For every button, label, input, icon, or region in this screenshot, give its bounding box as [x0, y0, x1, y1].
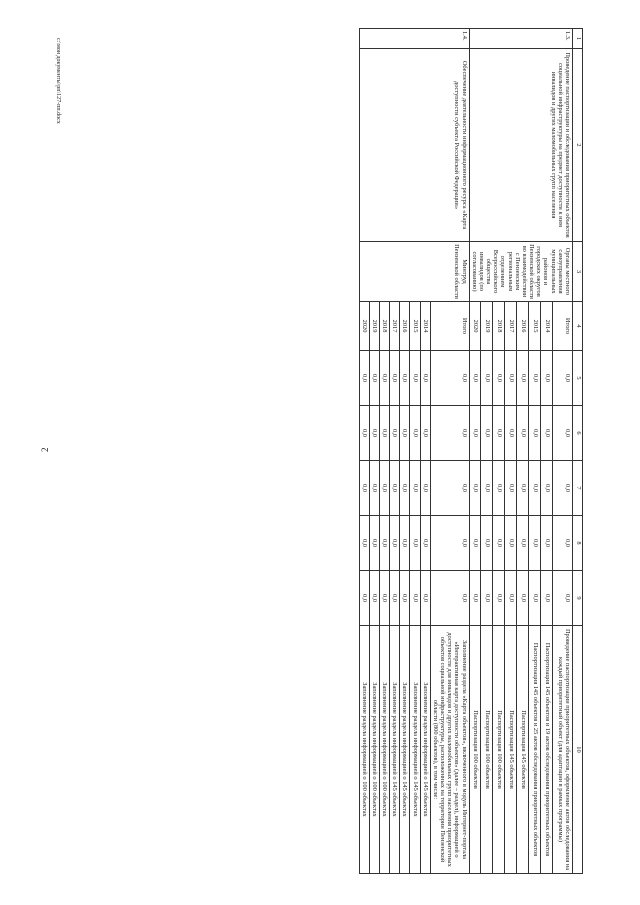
year-cell: 2017 [390, 302, 400, 351]
funding-value-cell: 0,0 [400, 406, 410, 461]
funding-value-cell: 0,0 [420, 516, 430, 571]
item-number-cell: 1.3. [469, 29, 572, 49]
funding-value-cell: 0,0 [552, 516, 572, 571]
funding-value-cell: 0,0 [400, 516, 410, 571]
funding-value-cell: 0,0 [540, 516, 552, 571]
expected-result-cell: Заполнение раздела «Карта объектов», включенного в модуль Интернет-портала «Интерактивная карта доступности объектов» (далее – раздел), информацией о доступности для инвалидов и других маломобильных групп населения приоритетных объектов социальной инфраструктуры, расположенных на территории Пензенской области (800 объектов), в том числе: [430, 626, 469, 874]
expected-result-cell: Заполнение раздела информацией о 145 объектах [420, 626, 430, 874]
funding-value-cell: 0,0 [410, 351, 420, 406]
expected-result-cell: Паспортизация 100 объектов [481, 626, 493, 874]
funding-value-cell: 0,0 [359, 516, 369, 571]
funding-value-cell: 0,0 [505, 351, 517, 406]
funding-value-cell: 0,0 [359, 351, 369, 406]
executor-cell: Органы местного самоуправления муниципальных районов и городских округов Пензенской области во взаимодействии с Пензенским региональным отделением Всероссийского общества инвалидов (по согласованию) [469, 242, 572, 302]
header-cell: 4 [573, 302, 583, 351]
funding-value-cell: 0,0 [379, 516, 389, 571]
funding-value-cell: 0,0 [540, 571, 552, 626]
funding-value-cell: 0,0 [390, 351, 400, 406]
funding-value-cell: 0,0 [493, 406, 505, 461]
funding-value-cell: 0,0 [529, 351, 541, 406]
file-path-footer: c:\мои документы\рп\127-пп.docx [55, 38, 61, 124]
funding-value-cell: 0,0 [400, 571, 410, 626]
funding-value-cell: 0,0 [369, 571, 379, 626]
header-cell: 7 [573, 461, 583, 516]
funding-value-cell: 0,0 [505, 406, 517, 461]
funding-value-cell: 0,0 [430, 461, 469, 516]
funding-value-cell: 0,0 [410, 406, 420, 461]
funding-value-cell: 0,0 [552, 461, 572, 516]
funding-value-cell: 0,0 [369, 406, 379, 461]
funding-value-cell: 0,0 [390, 571, 400, 626]
funding-value-cell: 0,0 [400, 461, 410, 516]
header-cell: 5 [573, 351, 583, 406]
expected-result-cell: Заполнение раздела информацией о 145 объектах [390, 626, 400, 874]
funding-value-cell: 0,0 [517, 571, 529, 626]
funding-value-cell: 0,0 [552, 351, 572, 406]
expected-result-cell: Паспортизация 100 объектов [469, 626, 481, 874]
funding-value-cell: 0,0 [379, 461, 389, 516]
executor-cell: Минтруд Пензенской области [359, 242, 469, 302]
funding-value-cell: 0,0 [469, 351, 481, 406]
funding-value-cell: 0,0 [379, 571, 389, 626]
funding-value-cell: 0,0 [420, 461, 430, 516]
funding-value-cell: 0,0 [369, 461, 379, 516]
year-cell: 2020 [359, 302, 369, 351]
funding-value-cell: 0,0 [540, 406, 552, 461]
funding-value-cell: 0,0 [420, 351, 430, 406]
funding-value-cell: 0,0 [410, 461, 420, 516]
expected-result-cell: Паспортизация 145 объектов [517, 626, 529, 874]
funding-value-cell: 0,0 [540, 461, 552, 516]
funding-value-cell: 0,0 [390, 406, 400, 461]
funding-value-cell: 0,0 [469, 516, 481, 571]
header-cell: 3 [573, 242, 583, 302]
funding-value-cell: 0,0 [529, 571, 541, 626]
funding-value-cell: 0,0 [420, 406, 430, 461]
funding-value-cell: 0,0 [552, 406, 572, 461]
expected-result-cell: Заполнение раздела информацией о 100 объектах [359, 626, 369, 874]
funding-value-cell: 0,0 [493, 571, 505, 626]
funding-value-cell: 0,0 [505, 516, 517, 571]
funding-value-cell: 0,0 [481, 516, 493, 571]
year-cell: 2020 [469, 302, 481, 351]
funding-value-cell: 0,0 [481, 351, 493, 406]
funding-value-cell: 0,0 [481, 461, 493, 516]
funding-value-cell: 0,0 [369, 351, 379, 406]
funding-value-cell: 0,0 [430, 516, 469, 571]
funding-value-cell: 0,0 [505, 571, 517, 626]
year-cell: 2018 [379, 302, 389, 351]
funding-value-cell: 0,0 [481, 406, 493, 461]
funding-value-cell: 0,0 [517, 406, 529, 461]
year-cell: 2016 [517, 302, 529, 351]
funding-value-cell: 0,0 [420, 571, 430, 626]
funding-value-cell: 0,0 [430, 571, 469, 626]
table-row [430, 29, 469, 874]
year-cell: 2015 [410, 302, 420, 351]
year-cell: 2014 [420, 302, 430, 351]
funding-value-cell: 0,0 [529, 461, 541, 516]
funding-value-cell: 0,0 [517, 461, 529, 516]
funding-value-cell: 0,0 [410, 571, 420, 626]
expected-result-cell: Паспортизация 145 объектов и 25 актов обследования приоритетных объектов [529, 626, 541, 874]
page-number: 2 [40, 447, 50, 452]
year-cell: 2016 [400, 302, 410, 351]
year-cell: 2015 [529, 302, 541, 351]
expected-result-cell: Паспортизация 145 объектов [505, 626, 517, 874]
funding-value-cell: 0,0 [493, 516, 505, 571]
expected-result-cell: Паспортизация 100 объектов [493, 626, 505, 874]
expected-result-cell: Заполнение раздела информацией о 145 объектах [410, 626, 420, 874]
year-cell: Итого [430, 302, 469, 351]
activity-name-cell: Проведение паспортизации и обследования приоритетных объектов социальной инфраструктуры на предмет доступности к ним инвалидов и других маломобильных групп населения [469, 49, 572, 242]
item-number-cell: 1.4. [359, 29, 469, 49]
activity-name-cell: Обеспечение деятельности информационного ресурса «Карта доступности субъекта Российской Федерации» [359, 49, 469, 242]
expected-result-cell: Заполнение раздела информацией о 145 объектах [400, 626, 410, 874]
year-cell: 2019 [481, 302, 493, 351]
expected-result-cell: Заполнение раздела информацией о 100 объектах [379, 626, 389, 874]
funding-value-cell: 0,0 [400, 351, 410, 406]
funding-value-cell: 0,0 [529, 406, 541, 461]
expected-result-cell: Проведение паспортизации приоритетных объектов, оформление актов обследования на каждый приоритетный объект (для адаптации в рамках программы) [552, 626, 572, 874]
year-cell: 2018 [493, 302, 505, 351]
year-cell: 2014 [540, 302, 552, 351]
funding-value-cell: 0,0 [410, 516, 420, 571]
funding-value-cell: 0,0 [390, 461, 400, 516]
funding-value-cell: 0,0 [540, 351, 552, 406]
funding-value-cell: 0,0 [359, 406, 369, 461]
header-cell: 10 [573, 626, 583, 874]
funding-value-cell: 0,0 [430, 351, 469, 406]
header-cell: 8 [573, 516, 583, 571]
funding-value-cell: 0,0 [359, 461, 369, 516]
program-table [359, 28, 583, 874]
rotated-page [55, 28, 583, 873]
funding-value-cell: 0,0 [469, 461, 481, 516]
year-cell: 2017 [505, 302, 517, 351]
funding-value-cell: 0,0 [505, 461, 517, 516]
funding-value-cell: 0,0 [359, 571, 369, 626]
funding-value-cell: 0,0 [369, 516, 379, 571]
funding-value-cell: 0,0 [379, 351, 389, 406]
funding-value-cell: 0,0 [430, 406, 469, 461]
header-cell: 1 [573, 29, 583, 49]
header-row [573, 29, 583, 874]
funding-value-cell: 0,0 [379, 406, 389, 461]
year-cell: Итого [552, 302, 572, 351]
funding-value-cell: 0,0 [517, 516, 529, 571]
header-cell: 6 [573, 406, 583, 461]
funding-value-cell: 0,0 [552, 571, 572, 626]
expected-result-cell: Заполнение раздела информацией о 100 объектах [369, 626, 379, 874]
expected-result-cell: Паспортизация 145 объектов и 19 актов обследования приоритетных объектов [540, 626, 552, 874]
funding-value-cell: 0,0 [493, 461, 505, 516]
funding-value-cell: 0,0 [390, 516, 400, 571]
funding-value-cell: 0,0 [481, 571, 493, 626]
year-cell: 2019 [369, 302, 379, 351]
header-cell: 9 [573, 571, 583, 626]
header-cell: 2 [573, 49, 583, 242]
table-row [552, 29, 572, 874]
funding-value-cell: 0,0 [493, 351, 505, 406]
funding-value-cell: 0,0 [469, 571, 481, 626]
funding-value-cell: 0,0 [517, 351, 529, 406]
funding-value-cell: 0,0 [529, 516, 541, 571]
funding-value-cell: 0,0 [469, 406, 481, 461]
